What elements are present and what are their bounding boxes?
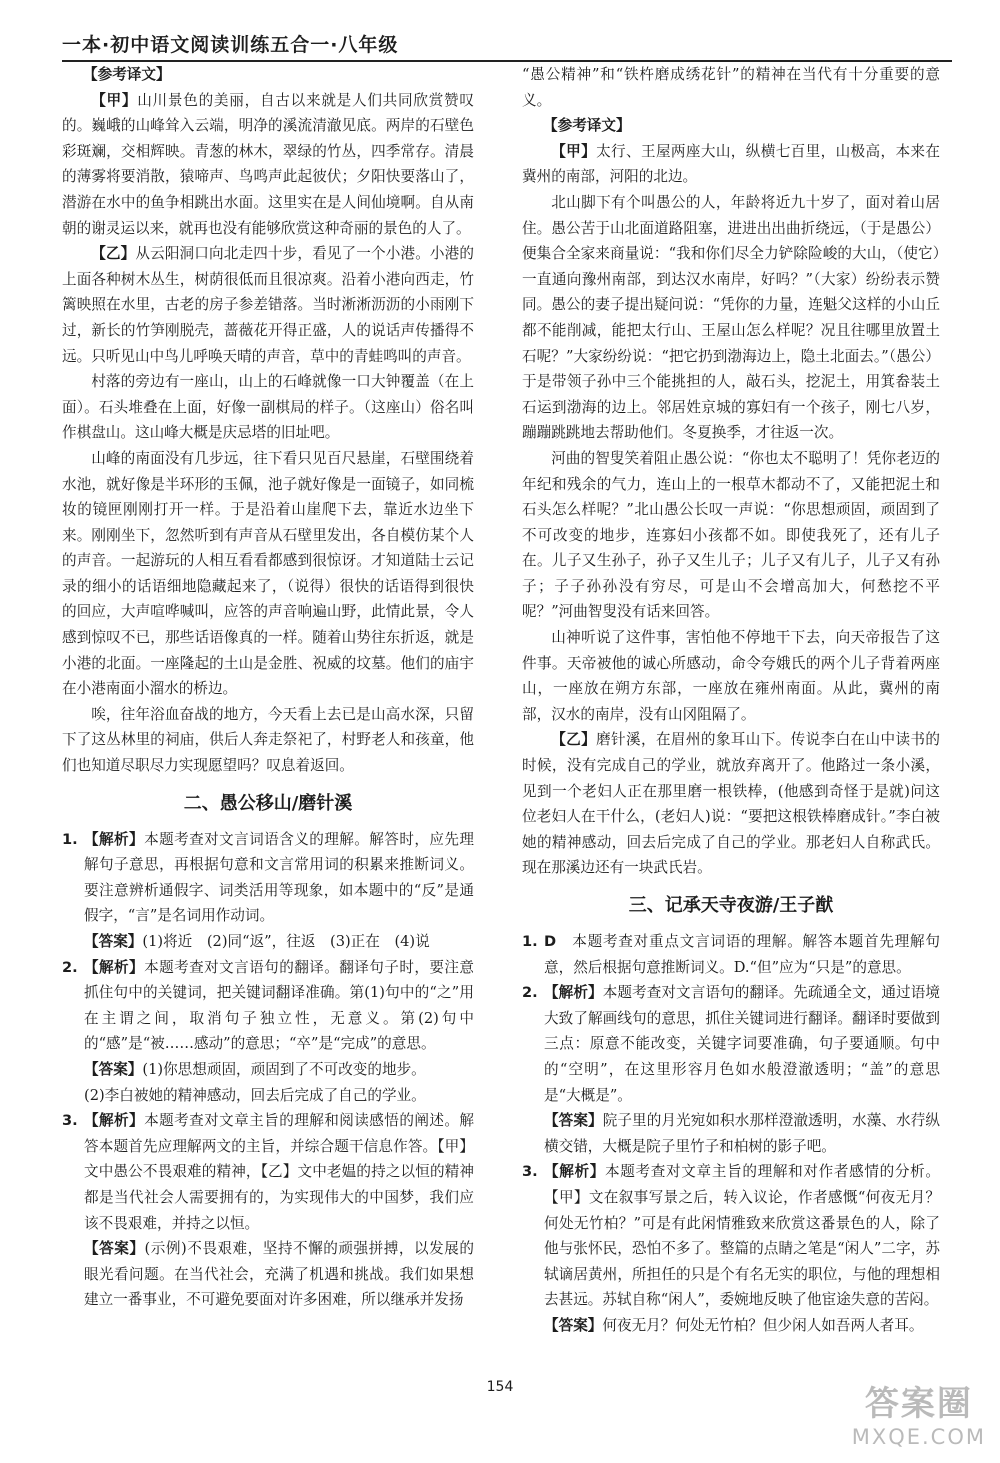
analysis-tag: 【解析】 — [544, 1163, 606, 1181]
question-3-analysis — [62, 1108, 474, 1236]
question-3-answer — [62, 1236, 474, 1313]
watermark-url: MXQE.COM — [851, 1425, 986, 1449]
yi-translation — [62, 241, 474, 369]
answer-tag: 【答案】 — [84, 1060, 143, 1078]
running-header: 一本·初中语文阅读训练五合一·八年级 — [62, 34, 399, 56]
ref-translation-label: 【参考译文】 — [543, 117, 631, 135]
watermark-text: 答案圈 — [864, 1384, 973, 1424]
analysis-tag: 【解析】 — [84, 1112, 145, 1130]
answer-text: 院子里的月光宛如积水那样澄澈透明，水藻、水荇纵横交错，大概是院子里竹子和柏树的影子吧。 — [544, 1112, 940, 1155]
answer-text: (示例)不畏艰难，坚持不懈的顽强拼搏，以发展的眼光看问题。在当代社会，充满了机遇和挑战。我们如果想建立一番事业，不可避免要面对许多困难，所以继承并发扬 — [84, 1240, 474, 1309]
question-2-analysis — [62, 955, 474, 1057]
answer-tag: 【答案】 — [84, 933, 143, 950]
answer-tag: 【答案】 — [84, 1240, 145, 1258]
yi-tag: 【乙】 — [91, 245, 136, 263]
ref-translation-label: 【参考译文】 — [83, 66, 171, 83]
question-3-answer — [522, 1313, 940, 1339]
analysis-text: 本题考查对文言语句的翻译。先疏通全文，通过语境大致了解画线句的意思，抓住关键词进行翻译。翻译时要做到三点：原意不能改变，关键字词要准确，句子要通顺。句中的“空明”，在这里形容月色如水般澄澈透明；“盖”的意思是“大概是”。 — [544, 984, 940, 1104]
question-number: 3. — [62, 1112, 78, 1130]
paragraph: 山神听说了这件事，害怕他不停地干下去，向天帝报告了这件事。天帝被他的诚心所感动，命令夸娥氏的两个儿子背着两座山，一座放在朔方东部，一座放在雍州南面。从此，冀州的南部，汉水的南岸，没有山冈阻隔了。 — [522, 629, 940, 723]
jia-tag: 【甲】 — [91, 91, 138, 109]
right-column — [522, 62, 940, 1339]
answer-text: (1)将近 (2)同“返”，往返 (3)正在 (4)说 — [142, 933, 430, 950]
jia-text: 太行、王屋两座大山，纵横七百里，山极高，本来在冀州的南部，河阳的北边。 — [522, 142, 940, 186]
watermark-logo — [852, 1376, 986, 1449]
question-number: 1. — [62, 830, 78, 848]
continued-text: “愚公精神”和“铁杵磨成绣花针”的精神在当代有十分重要的意义。 — [522, 66, 940, 109]
section-title: 二、愚公移山/磨针溪 — [183, 792, 353, 814]
yi-translation — [522, 727, 940, 881]
analysis-text: 本题考查对重点文言词语的理解。解答本题首先理解句意，然后根据句意推断词义。D.“但”应为“只是”的意思。 — [544, 933, 940, 976]
question-number: 1. — [522, 933, 538, 950]
question-number: 2. — [522, 984, 538, 1002]
yi-text: 从云阳洞口向北走四十步，看见了一个小港。小港的上面各种树木丛生，树荫很低而且很凉爽。沿着小港向西走，竹篱映照在水里，古老的房子参差错落。当时淅淅沥沥的小雨刚下过，新长的竹笋刚脱壳，蔷薇花开得正盛，人的说话声传播得不远。只听见山中鸟儿呼唤天晴的声音，草中的青蛙鸣叫的声音。 — [62, 245, 474, 365]
page-number: 154 — [486, 1379, 514, 1395]
jia-text: 山川景色的美丽，自古以来就是人们共同欣赏赞叹的。巍峨的山峰耸入云端，明净的溪流清澈见底。两岸的石壁色彩斑斓，交相辉映。青葱的林木，翠绿的竹丛，四季常存。清晨的薄雾将要消散，猿啼声、鸟鸣声此起彼伏；夕阳快要落山了，潜游在水中的鱼争相跳出水面。这里实在是人间仙境啊。自从南朝的谢灵运以来，就再也没有能够欣赏这种奇丽的景色的人了。 — [62, 91, 474, 237]
question-2-analysis — [522, 980, 940, 1108]
left-column — [62, 62, 474, 1313]
paragraph: 山峰的南面没有几步远，往下看只见百尺悬崖，石壁围绕着水池，就好像是半环形的玉佩，池子就好像是一面镜子，如同梳妆的镜匣刚刚打开一样。于是沿着山崖爬下去，靠近水边坐下来。刚刚坐下，忽然听到有声音从石壁里发出，各自模仿某个人的声音。一起游玩的人相互看看都感到很惊讶。才知道陆士云记录的细小的话语细地隐藏起来了，（说得）很快的话语得到很快的回应，大声喧哗喊叫，应答的声音响遍山野，此情此景，令人感到惊叹不已，那些话语像真的一样。随着山势往东折返，就是小港的北面。一座隆起的土山是金胜、祝威的坟墓。他们的庙宇在小港南面小溜水的桥边。 — [62, 449, 474, 698]
question-1-analysis — [62, 827, 474, 929]
yi-tag: 【乙】 — [551, 731, 597, 749]
question-2-answer — [522, 1108, 940, 1159]
answer-letter: D — [544, 933, 557, 950]
jia-translation — [522, 139, 940, 190]
question-3-analysis — [522, 1159, 940, 1313]
answer-tag: 【答案】 — [544, 1316, 603, 1334]
paragraph: 唉，往年浴血奋战的地方，今天看上去已是山高水深，只留下了这丛林里的祠庙，供后人奔走祭祀了，村野老人和孩童，他们也知道尽职尽力实现愿望吗？叹息着返回。 — [62, 705, 474, 775]
section-title: 三、记承天寺夜游/王子猷 — [628, 895, 834, 916]
jia-tag: 【甲】 — [551, 142, 597, 160]
analysis-tag: 【解析】 — [84, 830, 145, 848]
answer-text: (1)你思想顽固，顽固到了不可改变的地步。 — [142, 1060, 426, 1078]
analysis-text: 本题考查对文言语句的翻译。翻译句子时，要注意抓住句中的关键词，把关键词翻译准确。第(1)句中的“之”用在主谓之间，取消句子独立性，无意义。第(2)句中的“感”是“被……感动”的意思；“卒”是“完成”的意思。 — [84, 958, 474, 1053]
yi-text: 磨针溪，在眉州的象耳山下。传说李白在山中读书的时候，没有完成自己的学业，就放弃离开了。他路过一条小溪，见到一个老妇人正在那里磨一根铁棒，(他感到奇怪于是就)问这位老妇人在干什么，(老妇人)说：“要把这根铁棒磨成针。”李白被她的精神感动，回去后完成了自己的学业。那老妇人自称武氏。现在那溪边还有一块武氏岩。 — [522, 731, 940, 877]
analysis-text: 本题考查对文言词语含义的理解。解答时，应先理解句子意思，再根据句意和文言常用词的积累来推断词义。要注意辨析通假字、词类活用等现象，如本题中的“反”是通假字，“言”是名词用作动词。 — [84, 830, 474, 925]
question-1 — [522, 929, 940, 980]
jia-translation — [62, 88, 474, 242]
question-number: 2. — [62, 958, 78, 976]
question-number: 3. — [522, 1163, 538, 1181]
analysis-tag: 【解析】 — [544, 984, 603, 1002]
question-2-answer — [62, 1057, 474, 1083]
analysis-tag: 【解析】 — [84, 958, 145, 976]
analysis-text: 本题考查对文章主旨的理解和阅读感悟的阐述。解答本题首先应理解两文的主旨，并综合题干信息作答。【甲】文中愚公不畏艰难的精神，【乙】文中老媪的持之以恒的精神都是当代社会人需要拥有的，为实现伟大的中国梦，我们应该不畏艰难，并持之以恒。 — [84, 1112, 474, 1232]
paragraph: 河曲的智叟笑着阻止愚公说：“你也太不聪明了！凭你老迈的年纪和残余的气力，连山上的一根草木都动不了，又能把泥土和石头怎么样呢？”北山愚公长叹一声说：“你思想顽固，顽固到了不可改变的地步，连寡妇小孩都不如。即使我死了，还有儿子在。儿子又生孙子，孙子又生儿子；儿子又有儿子，儿子又有孙子；子子孙孙没有穷尽，可是山不会增高加大，何愁挖不平呢？”河曲智叟没有话来回答。 — [522, 449, 940, 621]
paragraph: 村落的旁边有一座山，山上的石峰就像一口大钟覆盖（在上面）。石头堆叠在上面，好像一副棋局的样子。（这座山）俗名叫作棋盘山。这山峰大概是庆忌塔的旧址吧。 — [62, 373, 474, 442]
question-2-answer-line2: (2)李白被她的精神感动，回去后完成了自己的学业。 — [84, 1086, 426, 1104]
answer-tag: 【答案】 — [544, 1112, 603, 1130]
analysis-text: 本题考查对文章主旨的理解和对作者感情的分析。【甲】文在叙事写景之后，转入议论，作者感慨“何夜无月？何处无竹柏？”可是有此闲情雅致来欣赏这番景色的人，除了他与张怀民，恐怕不多了。整篇的点睛之笔是“闲人”二字，苏轼谪居黄州，所担任的只是个有名无实的职位，与他的理想相去甚远。苏轼自称“闲人”，委婉地反映了他宦途失意的苦闷。 — [544, 1163, 940, 1309]
answer-text: 何夜无月？何处无竹柏？但少闲人如吾两人者耳。 — [602, 1316, 924, 1334]
question-1-answer — [62, 929, 474, 955]
paragraph: 北山脚下有个叫愚公的人，年龄将近九十岁了，面对着山居住。愚公苦于山北面道路阻塞，进进出出曲折绕远，（于是愚公）便集合全家来商量说：“我和你们尽全力铲除险峻的大山，（使它）一直通向豫州南部，到达汉水南岸，好吗？”（大家）纷纷表示赞同。愚公的妻子提出疑问说：“凭你的力量，连魁父这样的小山丘都不能削减，能把太行山、王屋山怎么样呢？况且往哪里放置土石呢？”大家纷纷说：“把它扔到渤海边上，隐土北面去。”（愚公）于是带领子孙中三个能挑担的人，敲石头，挖泥土，用箕畚装土石运到渤海的边上。邻居姓京城的寡妇有一个孩子，刚七八岁，蹦蹦跳跳地去帮助他们。冬夏换季，才往返一次。 — [522, 193, 940, 442]
